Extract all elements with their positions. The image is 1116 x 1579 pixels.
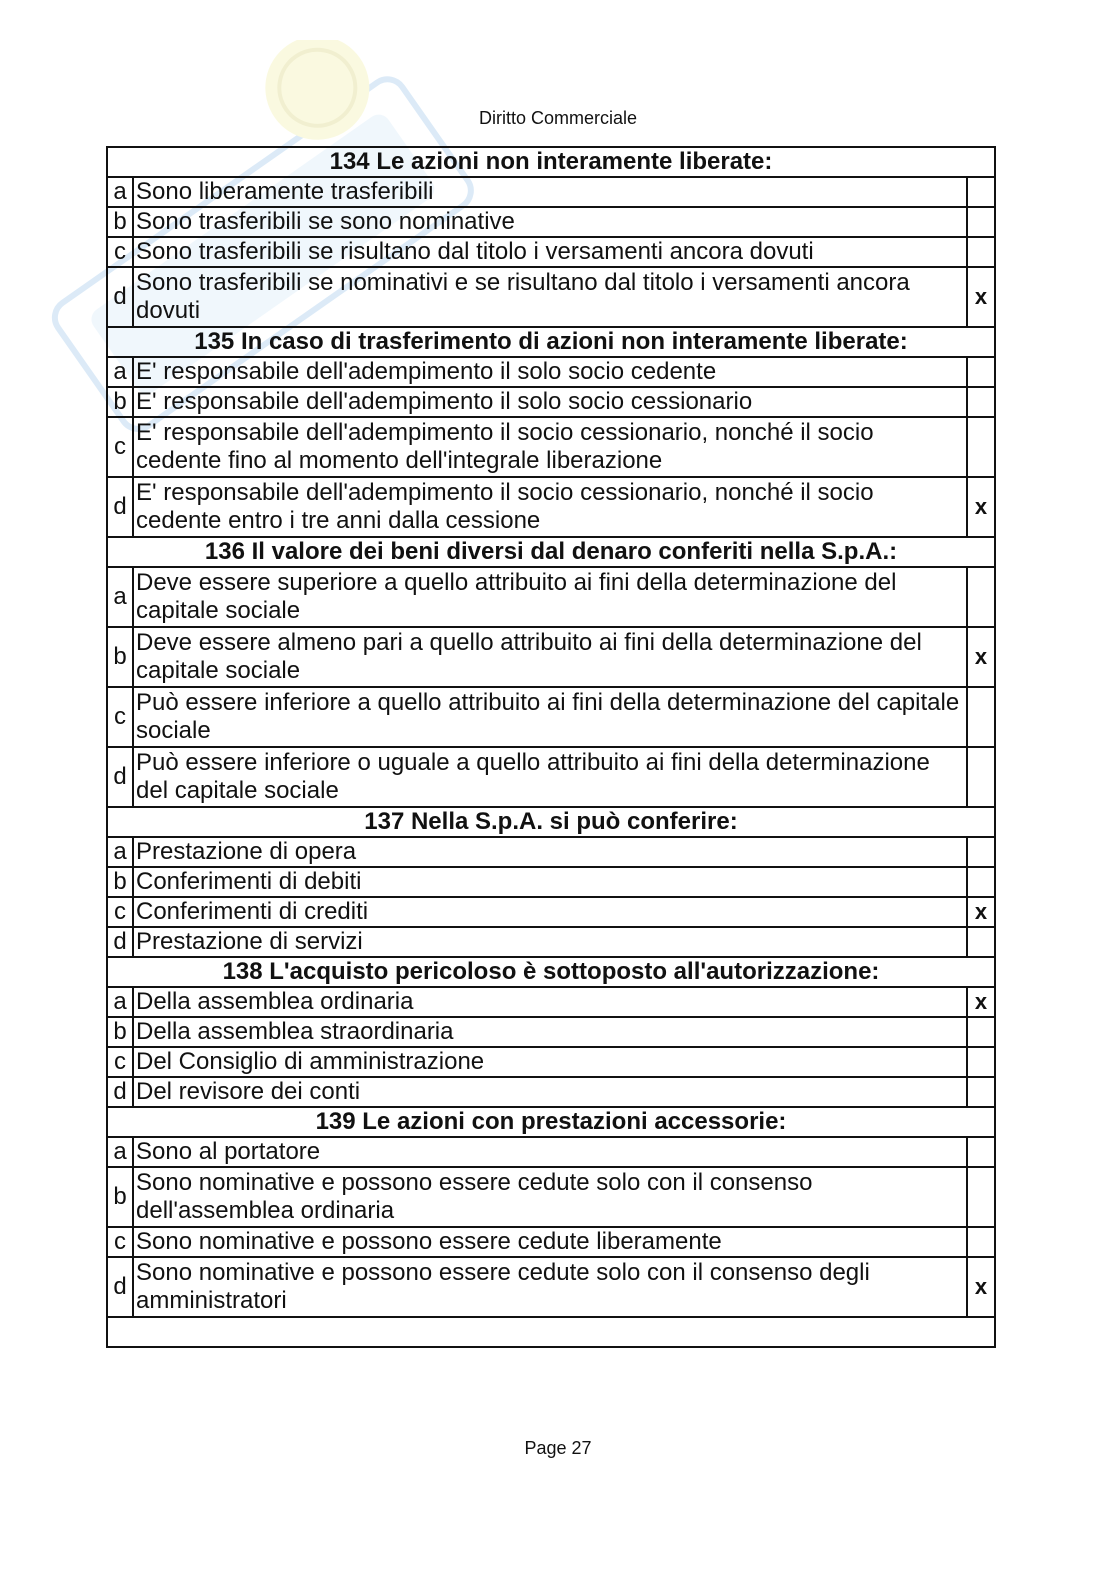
option-row [107,417,995,477]
option-letter: a [107,177,133,207]
answer-mark [967,387,995,417]
option-row [107,357,995,387]
option-letter: a [107,987,133,1017]
option-row [107,267,995,327]
question-row [107,537,995,567]
answer-mark [967,1077,995,1107]
option-letter: d [107,267,133,327]
option-row [107,897,995,927]
option-row [107,837,995,867]
answer-mark: x [967,267,995,327]
answer-mark [967,357,995,387]
option-text: Deve essere superiore a quello attribuito ai fini della determinazione del capitale sociale [133,567,967,627]
option-row [107,747,995,807]
option-letter: a [107,837,133,867]
option-row [107,1047,995,1077]
answer-mark: x [967,987,995,1017]
option-row [107,687,995,747]
option-text: Conferimenti di debiti [133,867,967,897]
option-text: E' responsabile dell'adempimento il socio cessionario, nonché il socio cedente fino al momento dell'integrale liberazione [133,417,967,477]
option-letter: b [107,1167,133,1227]
question-title: 138 L'acquisto pericoloso è sottoposto all'autorizzazione: [107,957,995,987]
option-letter: c [107,1047,133,1077]
answer-mark [967,1137,995,1167]
question-title: 139 Le azioni con prestazioni accessorie: [107,1107,995,1137]
option-text: Del Consiglio di amministrazione [133,1047,967,1077]
option-row [107,627,995,687]
question-row [107,1107,995,1137]
option-letter: b [107,867,133,897]
option-text: Sono trasferibili se nominativi e se risultano dal titolo i versamenti ancora dovuti [133,267,967,327]
question-row [107,807,995,837]
option-letter: d [107,927,133,957]
option-letter: d [107,747,133,807]
option-text: Deve essere almeno pari a quello attribuito ai fini della determinazione del capitale sociale [133,627,967,687]
option-text: Può essere inferiore a quello attribuito ai fini della determinazione del capitale sociale [133,687,967,747]
option-text: Sono al portatore [133,1137,967,1167]
empty-cell [107,1317,995,1347]
option-row [107,1167,995,1227]
answer-mark: x [967,477,995,537]
question-title: 135 In caso di trasferimento di azioni non interamente liberate: [107,327,995,357]
option-row [107,1227,995,1257]
page-number: Page 27 [524,1438,592,1458]
quiz-table [106,146,996,1348]
option-row [107,1017,995,1047]
option-text: E' responsabile dell'adempimento il solo socio cedente [133,357,967,387]
option-letter: d [107,1257,133,1317]
option-row [107,387,995,417]
option-text: E' responsabile dell'adempimento il solo socio cessionario [133,387,967,417]
answer-mark [967,867,995,897]
answer-mark: x [967,1257,995,1317]
answer-mark [967,237,995,267]
option-letter: c [107,237,133,267]
option-row [107,1257,995,1317]
option-row [107,477,995,537]
option-text: Sono trasferibili se risultano dal titolo i versamenti ancora dovuti [133,237,967,267]
option-row [107,177,995,207]
option-row [107,927,995,957]
answer-mark [967,1227,995,1257]
option-text: Può essere inferiore o uguale a quello attribuito ai fini della determinazione del capitale sociale [133,747,967,807]
option-letter: a [107,1137,133,1167]
option-text: E' responsabile dell'adempimento il socio cessionario, nonché il socio cedente entro i tre anni dalla cessione [133,477,967,537]
option-text: Sono trasferibili se sono nominative [133,207,967,237]
question-row [107,147,995,177]
answer-mark [967,927,995,957]
question-row [107,957,995,987]
option-letter: a [107,567,133,627]
option-text: Sono liberamente trasferibili [133,177,967,207]
option-letter: d [107,1077,133,1107]
option-row [107,237,995,267]
option-text: Della assemblea straordinaria [133,1017,967,1047]
document-header-title: Diritto Commerciale [478,108,638,128]
option-row [107,567,995,627]
option-text: Sono nominative e possono essere cedute liberamente [133,1227,967,1257]
option-letter: c [107,417,133,477]
option-letter: b [107,1017,133,1047]
option-text: Sono nominative e possono essere cedute solo con il consenso dell'assemblea ordinaria [133,1167,967,1227]
answer-mark [967,567,995,627]
question-title: 136 Il valore dei beni diversi dal denaro conferiti nella S.p.A.: [107,537,995,567]
option-letter: b [107,387,133,417]
answer-mark [967,417,995,477]
answer-mark [967,837,995,867]
option-row [107,1077,995,1107]
answer-mark [967,177,995,207]
option-letter: b [107,207,133,237]
option-text: Prestazione di servizi [133,927,967,957]
question-title: 134 Le azioni non interamente liberate: [107,147,995,177]
option-text: Del revisore dei conti [133,1077,967,1107]
option-letter: c [107,897,133,927]
option-letter: b [107,627,133,687]
answer-mark [967,1017,995,1047]
answer-mark [967,1047,995,1077]
option-letter: d [107,477,133,537]
empty-row [107,1317,995,1347]
question-row [107,327,995,357]
option-text: Prestazione di opera [133,837,967,867]
option-row [107,987,995,1017]
option-letter: a [107,357,133,387]
option-letter: c [107,687,133,747]
answer-mark: x [967,897,995,927]
option-text: Della assemblea ordinaria [133,987,967,1017]
option-text: Conferimenti di crediti [133,897,967,927]
answer-mark [967,747,995,807]
option-row [107,867,995,897]
option-row [107,207,995,237]
option-text: Sono nominative e possono essere cedute solo con il consenso degli amministratori [133,1257,967,1317]
answer-mark [967,1167,995,1227]
question-title: 137 Nella S.p.A. si può conferire: [107,807,995,837]
option-letter: c [107,1227,133,1257]
answer-mark [967,207,995,237]
option-row [107,1137,995,1167]
answer-mark [967,687,995,747]
answer-mark: x [967,627,995,687]
